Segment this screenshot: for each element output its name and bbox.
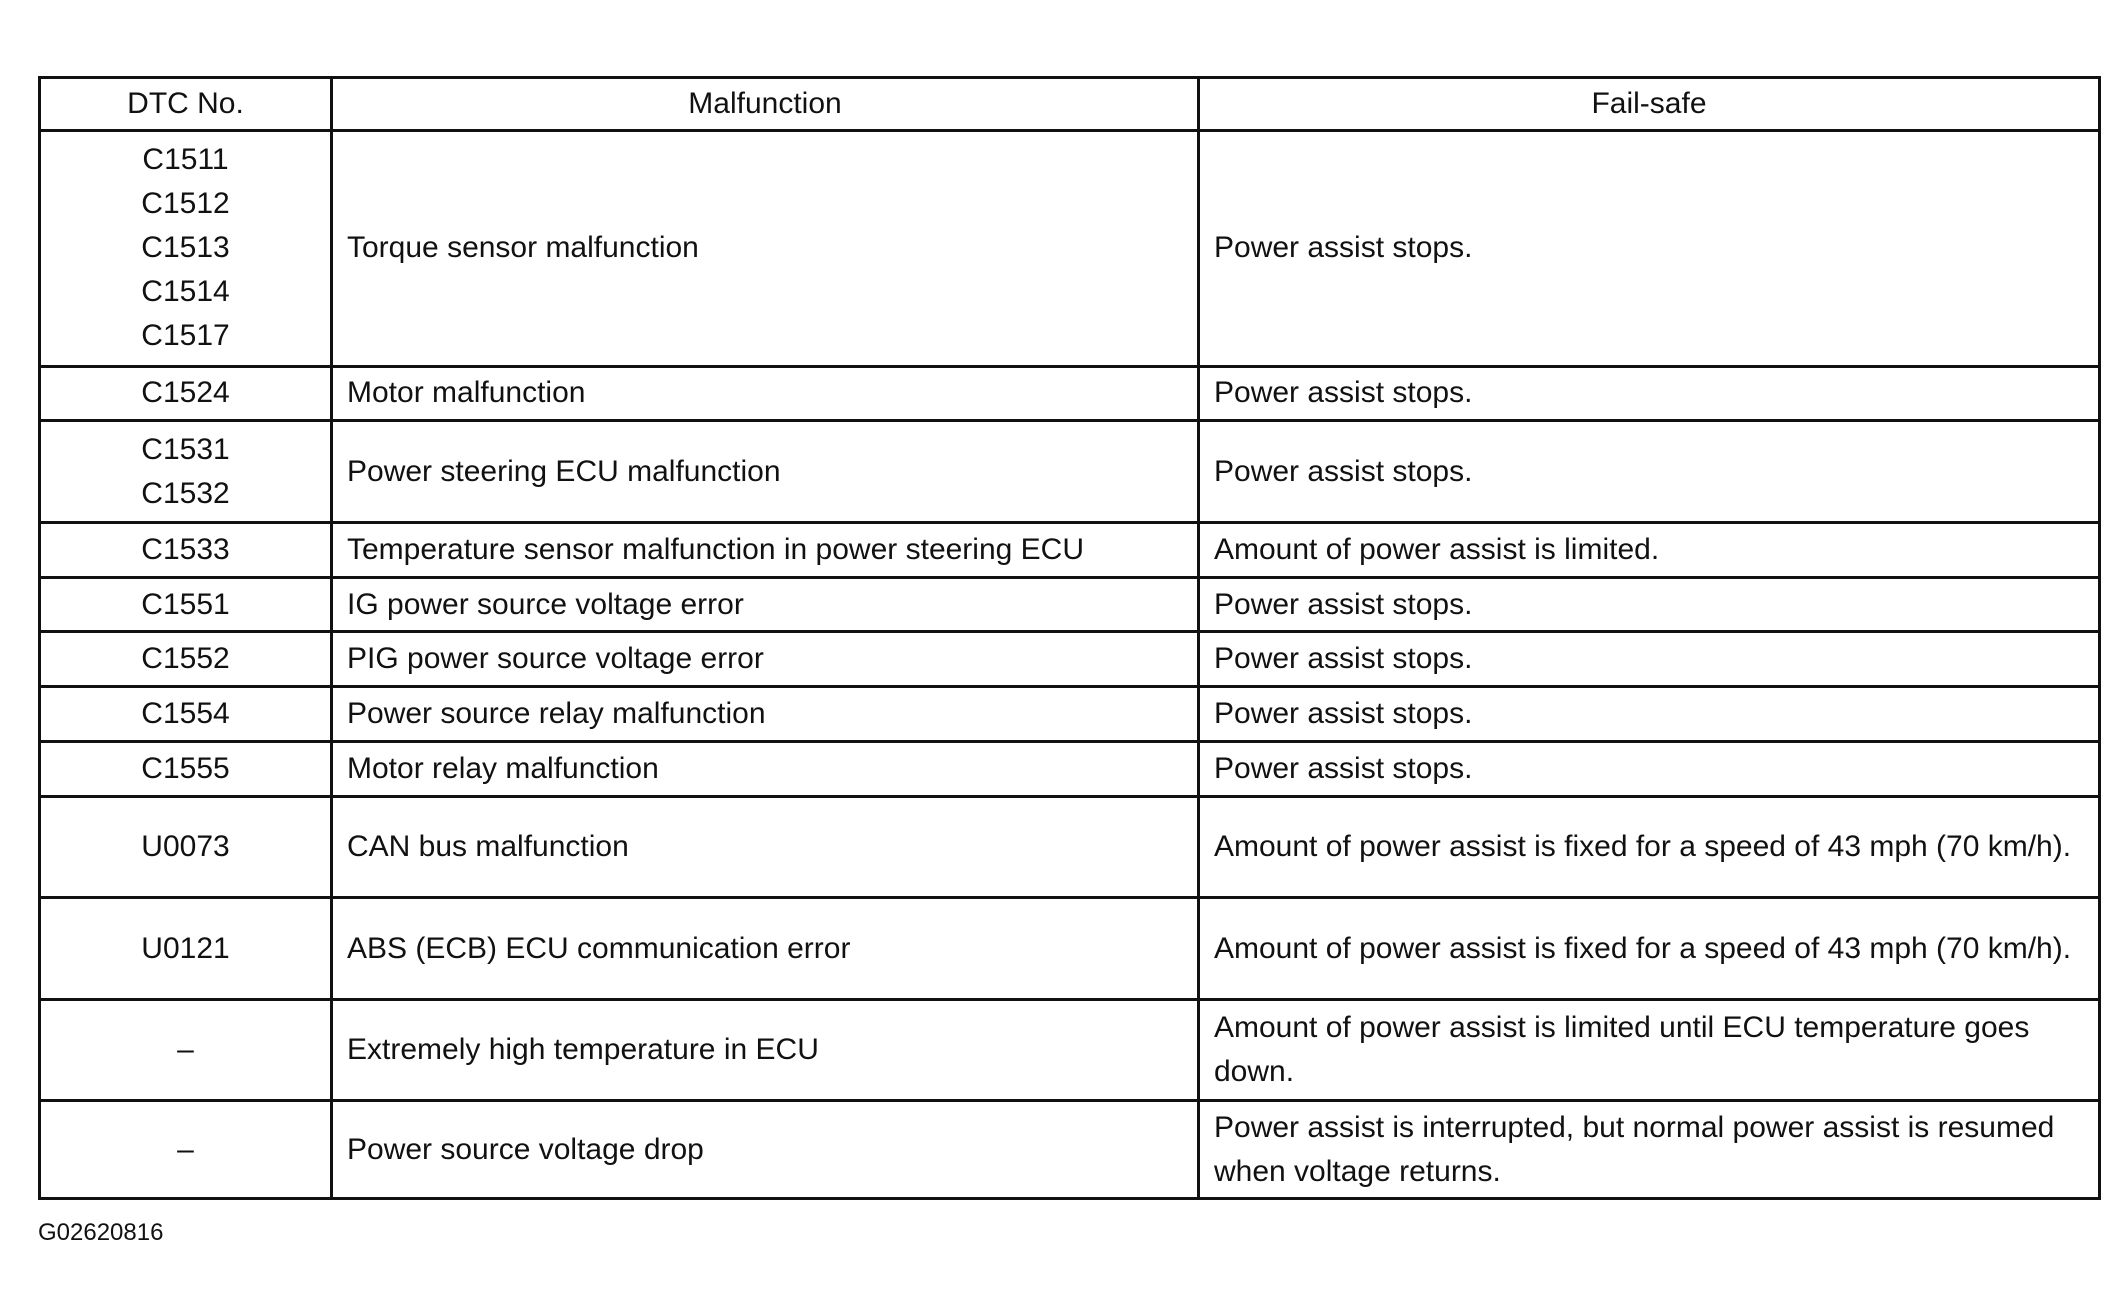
dtc-cell bbox=[40, 796, 332, 898]
failsafe-cell: Power assist stops. bbox=[1199, 131, 2100, 367]
table-row bbox=[40, 632, 2100, 687]
failsafe-cell: Power assist stops. bbox=[1199, 742, 2100, 797]
table-body bbox=[40, 131, 2100, 1199]
dtc-cell bbox=[40, 742, 332, 797]
malfunction-cell: CAN bus malfunction bbox=[332, 796, 1199, 898]
malfunction-cell: Temperature sensor malfunction in power steering ECU bbox=[332, 522, 1199, 577]
malfunction-cell: Power steering ECU malfunction bbox=[332, 421, 1199, 523]
malfunction-cell: Extremely high temperature in ECU bbox=[332, 999, 1199, 1101]
table-row bbox=[40, 687, 2100, 742]
dtc-code: C1533 bbox=[141, 532, 230, 566]
failsafe-cell: Amount of power assist is limited. bbox=[1199, 522, 2100, 577]
table-row bbox=[40, 366, 2100, 421]
header-malfunction: Malfunction bbox=[332, 78, 1199, 131]
dtc-code: – bbox=[177, 1132, 194, 1166]
table-row bbox=[40, 131, 2100, 367]
dtc-cell bbox=[40, 577, 332, 632]
table-row bbox=[40, 898, 2100, 1000]
failsafe-cell: Power assist stops. bbox=[1199, 687, 2100, 742]
dtc-cell bbox=[40, 687, 332, 742]
dtc-code: C1555 bbox=[141, 752, 230, 785]
failsafe-cell: Power assist stops. bbox=[1199, 577, 2100, 632]
dtc-code: – bbox=[177, 1033, 194, 1067]
header-failsafe: Fail-safe bbox=[1199, 78, 2100, 131]
dtc-code: C1551 bbox=[141, 587, 230, 621]
dtc-cell bbox=[40, 898, 332, 1000]
dtc-code: C1513 bbox=[141, 231, 230, 265]
dtc-cell bbox=[40, 999, 332, 1101]
table-row bbox=[40, 999, 2100, 1101]
table-header-row bbox=[40, 78, 2100, 131]
malfunction-cell: ABS (ECB) ECU communication error bbox=[332, 898, 1199, 1000]
malfunction-cell: Motor malfunction bbox=[332, 366, 1199, 421]
dtc-code: U0121 bbox=[141, 931, 230, 965]
malfunction-cell: IG power source voltage error bbox=[332, 577, 1199, 632]
dtc-code: C1552 bbox=[141, 642, 230, 676]
failsafe-cell: Amount of power assist is fixed for a speed of 43 mph (70 km/h). bbox=[1199, 796, 2100, 898]
dtc-code: C1554 bbox=[141, 697, 230, 731]
dtc-cell bbox=[40, 421, 332, 523]
failsafe-cell: Amount of power assist is limited until ECU temperature goes down. bbox=[1199, 999, 2100, 1101]
table-row bbox=[40, 796, 2100, 898]
table-row bbox=[40, 421, 2100, 523]
malfunction-cell: Motor relay malfunction bbox=[332, 742, 1199, 797]
dtc-cell bbox=[40, 131, 332, 367]
table-row bbox=[40, 1101, 2100, 1199]
failsafe-cell: Amount of power assist is fixed for a speed of 43 mph (70 km/h). bbox=[1199, 898, 2100, 1000]
dtc-code: C1514 bbox=[141, 275, 230, 309]
dtc-cell bbox=[40, 632, 332, 687]
dtc-code: C1511 bbox=[142, 143, 229, 177]
table-row bbox=[40, 742, 2100, 797]
table-row bbox=[40, 577, 2100, 632]
failsafe-cell: Power assist stops. bbox=[1199, 421, 2100, 523]
dtc-failsafe-table bbox=[38, 76, 2101, 1200]
failsafe-cell: Power assist is interrupted, but normal power assist is resumed when voltage returns. bbox=[1199, 1101, 2100, 1199]
dtc-cell bbox=[40, 1101, 332, 1199]
failsafe-cell: Power assist stops. bbox=[1199, 366, 2100, 421]
dtc-code: C1517 bbox=[141, 319, 230, 353]
dtc-code: C1512 bbox=[141, 187, 230, 221]
dtc-code: C1532 bbox=[141, 476, 230, 510]
table-row bbox=[40, 522, 2100, 577]
header-dtc-no: DTC No. bbox=[40, 78, 332, 131]
dtc-code: C1531 bbox=[141, 432, 230, 466]
dtc-cell bbox=[40, 522, 332, 577]
figure-id: G02620816 bbox=[38, 1219, 164, 1246]
malfunction-cell: Power source voltage drop bbox=[332, 1101, 1199, 1199]
malfunction-cell: Torque sensor malfunction bbox=[332, 131, 1199, 367]
malfunction-cell: Power source relay malfunction bbox=[332, 687, 1199, 742]
dtc-cell bbox=[40, 366, 332, 421]
dtc-code: C1524 bbox=[141, 376, 230, 410]
dtc-code: U0073 bbox=[141, 830, 230, 864]
malfunction-cell: PIG power source voltage error bbox=[332, 632, 1199, 687]
failsafe-cell: Power assist stops. bbox=[1199, 632, 2100, 687]
